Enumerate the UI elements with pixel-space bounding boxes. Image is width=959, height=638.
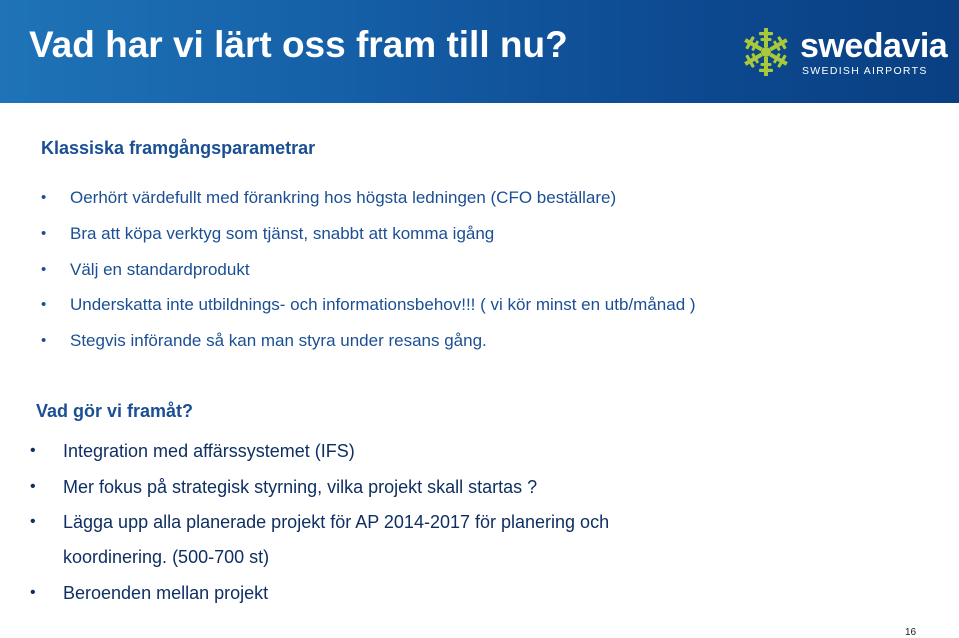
list-item-text: Bra att köpa verktyg som tjänst, snabbt att komma igång (70, 224, 495, 243)
bullet-icon: • (41, 189, 47, 206)
list-item-text: Stegvis införande så kan man styra under resans gång. (70, 331, 487, 350)
section-heading-next-steps: Vad gör vi framåt? (36, 401, 194, 421)
bullet-icon: • (41, 332, 47, 349)
bullet-icon: • (41, 296, 47, 313)
snowflake-logo-icon (738, 24, 794, 80)
list-item-text: Lägga upp alla planerade projekt för AP 2014-2017 för planering och (63, 512, 610, 532)
bullet-icon: • (41, 261, 47, 278)
list-item-text: Beroenden mellan projekt (63, 583, 269, 603)
bullet-icon: • (41, 225, 47, 242)
slide-header (0, 0, 959, 103)
slide-title: Vad har vi lärt oss fram till nu? (29, 24, 568, 65)
list-item-text: Underskatta inte utbildnings- och informationsbehov!!! ( vi kör minst en utb/månad ) (70, 295, 696, 314)
list-item-text: Oerhört värdefullt med förankring hos högsta ledningen (CFO beställare) (70, 188, 617, 207)
list-item-text: Välj en standardprodukt (70, 260, 250, 279)
bullet-icon: • (30, 478, 36, 495)
list-item-text: Mer fokus på strategisk styrning, vilka projekt skall startas ? (63, 477, 538, 497)
swedavia-logo (738, 24, 948, 84)
bullet-icon: • (30, 513, 36, 530)
logo-name: swedavia (800, 27, 948, 65)
section-heading-success-factors: Klassiska framgångsparametrar (41, 138, 316, 158)
page-number: 16 (905, 627, 917, 638)
bullet-icon: • (30, 584, 36, 601)
list-item-text: Integration med affärssystemet (IFS) (63, 441, 355, 461)
bullet-icon: • (30, 442, 36, 459)
logo-subtitle: SWEDISH AIRPORTS (802, 65, 928, 77)
list-item-continuation-text: koordinering. (500-700 st) (63, 547, 270, 567)
